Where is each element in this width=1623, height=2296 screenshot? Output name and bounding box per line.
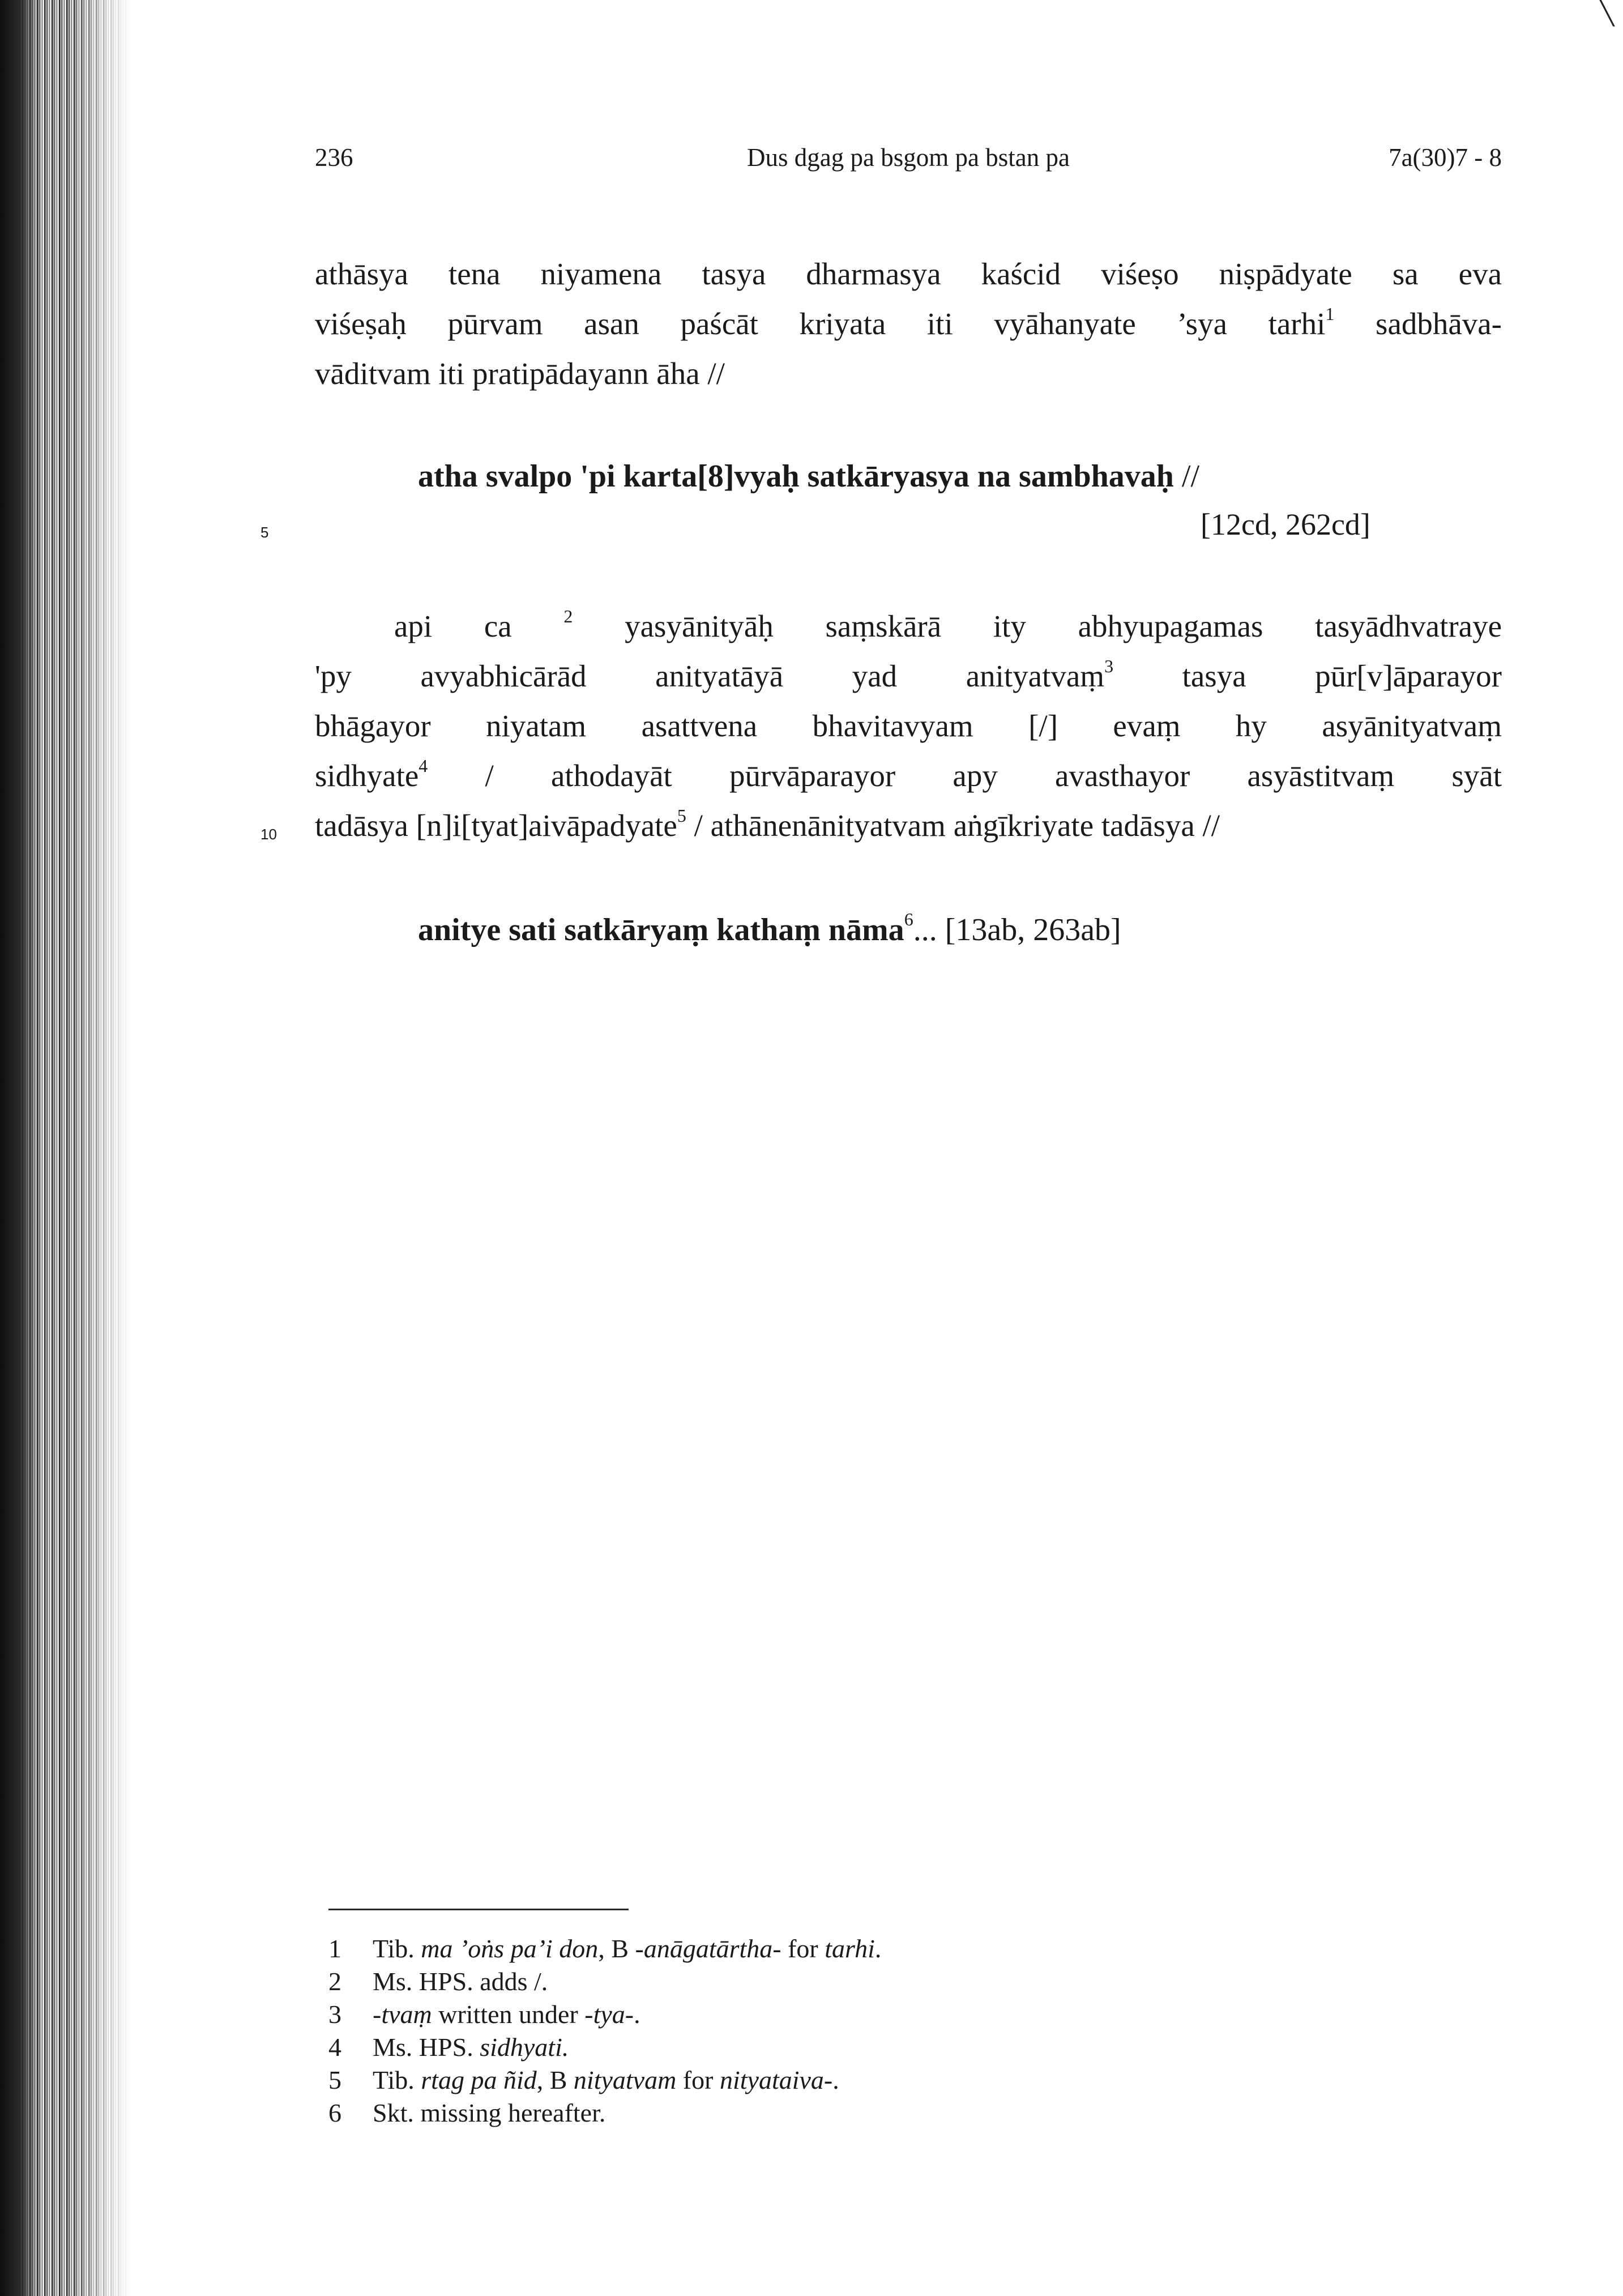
text-line: tadāsya [n]i[tyat]aivāpadyate$^5$ / athānenānityatvam aṅgīkriyate tadāsya //	[315, 805, 1220, 843]
text-line: vāditvam iti pratipādayann āha //	[315, 356, 725, 391]
folio-reference: 7a(30)7 - 8	[1389, 143, 1502, 172]
footnote-text: written under	[432, 2000, 585, 2029]
line-number-10: 10	[260, 826, 277, 843]
footnote-4	[328, 2031, 1348, 2064]
paragraph-2	[315, 601, 1502, 851]
footnote-text: sidhyati.	[480, 2033, 569, 2062]
footnotes	[328, 1932, 1348, 2129]
footnote-text: for	[781, 1934, 825, 1963]
footnote-marker: 2	[563, 605, 573, 626]
footnote-1	[328, 1932, 1348, 1965]
footnote-text: .	[634, 2000, 640, 2029]
paragraph-1	[315, 249, 1502, 399]
verse-2-reference: ... [13ab, 263ab]	[913, 912, 1121, 948]
footnote-number: 5	[328, 2065, 341, 2094]
footnote-text: ma ’oṅs pa’i don	[421, 1934, 599, 1963]
footnote-number: 1	[328, 1934, 341, 1963]
footnote-text: Ms. HPS. adds /.	[373, 1967, 548, 1996]
footnote-marker: 1	[1325, 303, 1335, 324]
footnote-text: tarhi	[825, 1934, 875, 1963]
footnote-marker: 4	[418, 755, 428, 776]
line-number-5: 5	[260, 524, 269, 541]
text-line: api ca $^2$ yasyānityāḥ saṃskārā ity abhyupagamas tasyādhvatraye	[394, 605, 1502, 643]
footnote-6	[328, 2097, 1348, 2129]
footnote-text: Tib.	[373, 2065, 421, 2094]
verse-text: atha svalpo 'pi karta[8]vyaḥ satkāryasya na sambhavaḥ	[418, 459, 1174, 494]
footnote-marker: 3	[1104, 655, 1114, 676]
verse-2	[418, 905, 1121, 955]
text-line: athāsya tena niyamena tasya dharmasya kaścid viśeṣo niṣpādyate sa eva	[315, 257, 1502, 291]
running-title: Dus dgag pa bsgom pa bstan pa	[747, 143, 1070, 172]
footnote-5	[328, 2064, 1348, 2097]
text-line: 'py avyabhicārād anityatāyā yad anityatvaṃ$^3$ tasya pūr[v]āparayor	[315, 655, 1502, 693]
footnote-text: nityataiva-	[719, 2065, 833, 2094]
footnote-text: -tya-	[584, 2000, 634, 2029]
footnote-marker: 5	[677, 805, 686, 826]
footnote-3	[328, 1998, 1348, 2031]
footnote-text: , B	[536, 2065, 574, 2094]
footnote-text: .	[874, 1934, 882, 1963]
footnote-marker: 6	[904, 909, 913, 930]
verse-end-mark: //	[1173, 459, 1200, 494]
book-binding-edge	[0, 0, 40, 2296]
footnote-divider	[328, 1909, 629, 1910]
running-header	[315, 143, 1502, 177]
footnote-text: nityatvam	[573, 2065, 677, 2094]
scan-corner-mark: ╲	[1600, 1, 1615, 26]
footnote-text: -tvaṃ	[373, 2000, 432, 2029]
text-line: sidhyate$^4$ / athodayāt pūrvāparayor apy avasthayor asyāstitvaṃ syāt	[315, 755, 1502, 793]
footnote-text: Ms. HPS.	[373, 2033, 480, 2062]
footnote-number: 2	[328, 1967, 341, 1996]
footnote-number: 3	[328, 2000, 341, 2029]
verse-1	[418, 451, 1199, 501]
text-line: bhāgayor niyatam asattvena bhavitavyam [/] evaṃ hy asyānityatvaṃ	[315, 709, 1502, 743]
verse-text: anitye sati satkāryaṃ kathaṃ nāma	[418, 912, 904, 948]
footnote-2	[328, 1965, 1348, 1998]
footnote-text: for	[676, 2065, 720, 2094]
footnote-text: .	[832, 2065, 839, 2094]
footnote-number: 6	[328, 2098, 341, 2127]
footnote-number: 4	[328, 2033, 341, 2062]
footnote-text: rtag pa ñid	[421, 2065, 537, 2094]
footnote-text: Skt. missing hereafter.	[373, 2098, 606, 2127]
page-number: 236	[315, 143, 353, 172]
text-line: viśeṣaḥ pūrvam asan paścāt kriyata iti vyāhanyate ’sya tarhi$^1$ sadbhāva-	[315, 303, 1502, 341]
verse-1-reference: [12cd, 262cd]	[1201, 507, 1370, 541]
footnote-text: , B	[598, 1934, 635, 1963]
footnote-text: -anāgatārtha-	[635, 1934, 781, 1963]
footnote-text: Tib.	[373, 1934, 421, 1963]
